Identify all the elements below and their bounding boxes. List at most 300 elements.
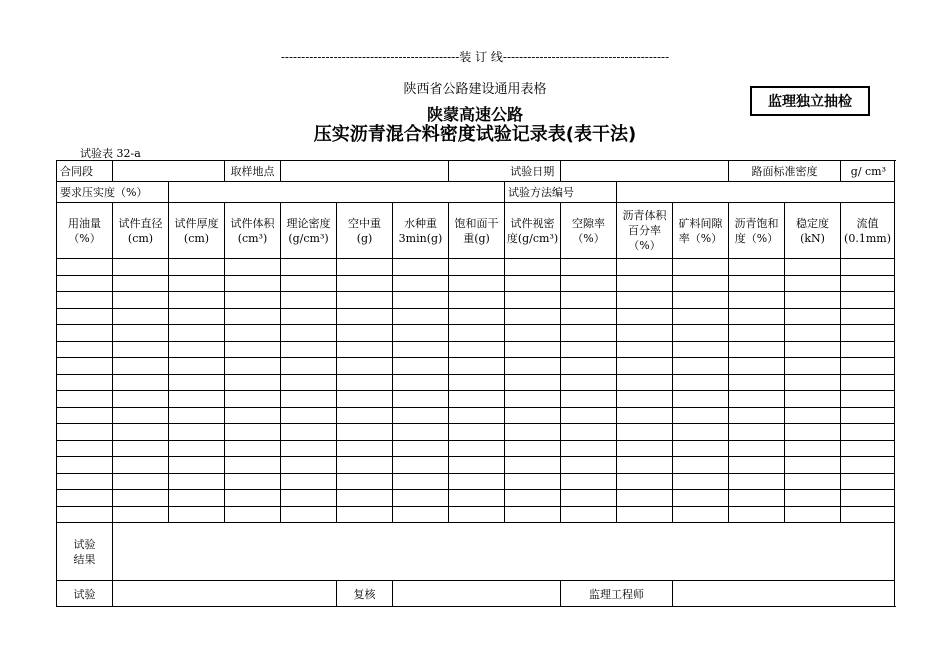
table-cell[interactable] xyxy=(225,374,281,391)
table-cell[interactable] xyxy=(337,259,393,276)
table-cell[interactable] xyxy=(785,490,841,507)
table-cell[interactable] xyxy=(449,424,505,441)
table-cell[interactable] xyxy=(729,424,785,441)
tester-field[interactable] xyxy=(113,581,337,607)
table-cell[interactable] xyxy=(729,259,785,276)
table-cell[interactable] xyxy=(113,391,169,408)
form-title: 压实沥青混合料密度试验记录表(表干法) xyxy=(313,124,637,145)
table-cell[interactable] xyxy=(561,308,617,325)
table-cell[interactable] xyxy=(729,391,785,408)
table-cell[interactable] xyxy=(449,275,505,292)
table-cell[interactable] xyxy=(505,259,561,276)
table-cell[interactable] xyxy=(785,341,841,358)
table-cell[interactable] xyxy=(113,325,169,342)
table-cell[interactable] xyxy=(729,490,785,507)
table-cell[interactable] xyxy=(617,358,673,375)
table-cell[interactable] xyxy=(57,440,113,457)
table-cell[interactable] xyxy=(785,473,841,490)
table-cell[interactable] xyxy=(113,358,169,375)
table-cell[interactable] xyxy=(561,424,617,441)
table-cell[interactable] xyxy=(561,292,617,309)
table-cell[interactable] xyxy=(729,308,785,325)
table-cell[interactable] xyxy=(729,457,785,474)
table-cell[interactable] xyxy=(729,341,785,358)
table-cell[interactable] xyxy=(505,473,561,490)
table-cell[interactable] xyxy=(57,407,113,424)
table-cell[interactable] xyxy=(449,490,505,507)
table-cell[interactable] xyxy=(225,358,281,375)
std-density-unit: g/ cm³ xyxy=(841,161,895,182)
table-cell[interactable] xyxy=(841,308,895,325)
table-cell[interactable] xyxy=(617,391,673,408)
table-cell[interactable] xyxy=(449,506,505,523)
table-cell[interactable] xyxy=(561,490,617,507)
table-cell[interactable] xyxy=(505,391,561,408)
table-cell[interactable] xyxy=(617,490,673,507)
table-cell[interactable] xyxy=(57,275,113,292)
table-cell[interactable] xyxy=(449,308,505,325)
method-field[interactable] xyxy=(617,182,895,203)
form-subtitle: 陕西省公路建设通用表格 xyxy=(403,82,547,97)
table-cell[interactable] xyxy=(169,358,225,375)
table-row xyxy=(57,440,895,457)
table-cell[interactable] xyxy=(785,457,841,474)
table-cell[interactable] xyxy=(617,457,673,474)
table-cell[interactable] xyxy=(841,325,895,342)
table-cell[interactable] xyxy=(449,341,505,358)
column-header-text: 空隙率 xyxy=(572,216,606,230)
table-cell[interactable] xyxy=(673,391,729,408)
table-cell[interactable] xyxy=(561,407,617,424)
table-cell[interactable] xyxy=(449,391,505,408)
table-cell[interactable] xyxy=(505,490,561,507)
column-header-text: (g/cm³) xyxy=(288,231,329,245)
table-cell[interactable] xyxy=(561,440,617,457)
table-cell[interactable] xyxy=(57,358,113,375)
column-header-text: 水种重 xyxy=(404,216,437,230)
supervision-stamp-box: 监理独立抽检 xyxy=(750,86,870,116)
table-row xyxy=(57,374,895,391)
table-cell[interactable] xyxy=(673,473,729,490)
table-cell[interactable] xyxy=(449,407,505,424)
table-cell[interactable] xyxy=(505,506,561,523)
table-cell[interactable] xyxy=(57,374,113,391)
table-cell[interactable] xyxy=(617,325,673,342)
table-cell[interactable] xyxy=(561,473,617,490)
table-cell[interactable] xyxy=(281,473,337,490)
table-cell[interactable] xyxy=(449,358,505,375)
table-cell[interactable] xyxy=(57,341,113,358)
table-cell[interactable] xyxy=(617,424,673,441)
table-cell[interactable] xyxy=(561,358,617,375)
signature-row xyxy=(57,581,895,607)
table-cell[interactable] xyxy=(169,506,225,523)
column-header-text: (cm) xyxy=(183,231,210,245)
table-cell[interactable] xyxy=(617,407,673,424)
table-cell[interactable] xyxy=(561,374,617,391)
table-cell[interactable] xyxy=(785,358,841,375)
table-cell[interactable] xyxy=(337,473,393,490)
table-cell[interactable] xyxy=(225,407,281,424)
table-cell[interactable] xyxy=(841,424,895,441)
table-cell[interactable] xyxy=(729,473,785,490)
column-header-text: (kN) xyxy=(800,231,825,245)
table-cell[interactable] xyxy=(449,292,505,309)
table-cell[interactable] xyxy=(225,325,281,342)
table-cell[interactable] xyxy=(113,440,169,457)
table-cell[interactable] xyxy=(393,259,449,276)
table-cell[interactable] xyxy=(169,325,225,342)
column-header-text: 试件视密 xyxy=(510,216,555,230)
table-cell[interactable] xyxy=(337,292,393,309)
table-cell[interactable] xyxy=(729,292,785,309)
table-cell[interactable] xyxy=(169,292,225,309)
table-cell[interactable] xyxy=(617,341,673,358)
column-header xyxy=(113,203,169,259)
table-cell[interactable] xyxy=(169,275,225,292)
table-cell[interactable] xyxy=(673,341,729,358)
table-cell[interactable] xyxy=(225,259,281,276)
result-label xyxy=(57,523,113,581)
table-cell[interactable] xyxy=(57,490,113,507)
table-row xyxy=(57,325,895,342)
table-cell[interactable] xyxy=(393,440,449,457)
table-cell[interactable] xyxy=(281,341,337,358)
table-cell[interactable] xyxy=(169,407,225,424)
table-cell[interactable] xyxy=(225,490,281,507)
column-header-text: 空中重 xyxy=(348,216,381,230)
table-cell[interactable] xyxy=(729,275,785,292)
table-cell[interactable] xyxy=(505,424,561,441)
table-cell[interactable] xyxy=(393,391,449,408)
table-cell[interactable] xyxy=(337,341,393,358)
table-cell[interactable] xyxy=(561,457,617,474)
table-cell[interactable] xyxy=(337,440,393,457)
table-cell[interactable] xyxy=(281,440,337,457)
table-cell[interactable] xyxy=(729,506,785,523)
table-cell[interactable] xyxy=(169,440,225,457)
table-cell[interactable] xyxy=(113,308,169,325)
table-cell[interactable] xyxy=(785,325,841,342)
result-field[interactable] xyxy=(113,523,895,581)
table-cell[interactable] xyxy=(785,407,841,424)
table-cell[interactable] xyxy=(393,358,449,375)
table-cell[interactable] xyxy=(281,506,337,523)
table-cell[interactable] xyxy=(337,275,393,292)
table-cell[interactable] xyxy=(169,259,225,276)
column-header xyxy=(729,203,785,259)
table-cell[interactable] xyxy=(113,275,169,292)
binding-line: --------------------------------------------装 订 线----------------------------------------- xyxy=(280,50,670,64)
table-cell[interactable] xyxy=(841,457,895,474)
table-cell[interactable] xyxy=(169,391,225,408)
table-cell[interactable] xyxy=(673,506,729,523)
table-cell[interactable] xyxy=(393,424,449,441)
table-row xyxy=(57,275,895,292)
table-cell[interactable] xyxy=(617,275,673,292)
table-cell[interactable] xyxy=(841,440,895,457)
checker-label: 复核 xyxy=(337,581,393,607)
table-cell[interactable] xyxy=(561,325,617,342)
std-density-label: 路面标准密度 xyxy=(729,161,841,182)
table-cell[interactable] xyxy=(337,325,393,342)
table-cell[interactable] xyxy=(225,440,281,457)
table-cell[interactable] xyxy=(281,325,337,342)
table-cell[interactable] xyxy=(393,308,449,325)
table-cell[interactable] xyxy=(337,424,393,441)
table-cell[interactable] xyxy=(505,308,561,325)
table-cell[interactable] xyxy=(673,424,729,441)
table-cell[interactable] xyxy=(169,341,225,358)
table-cell[interactable] xyxy=(673,374,729,391)
table-cell[interactable] xyxy=(729,358,785,375)
table-cell[interactable] xyxy=(785,292,841,309)
tester-label: 试验 xyxy=(57,581,113,607)
table-cell[interactable] xyxy=(505,374,561,391)
table-cell[interactable] xyxy=(337,374,393,391)
table-cell[interactable] xyxy=(225,275,281,292)
table-cell[interactable] xyxy=(841,374,895,391)
table-cell[interactable] xyxy=(673,457,729,474)
table-cell[interactable] xyxy=(673,358,729,375)
table-cell[interactable] xyxy=(505,440,561,457)
column-header xyxy=(225,203,281,259)
table-cell[interactable] xyxy=(281,374,337,391)
table-cell[interactable] xyxy=(393,490,449,507)
column-header xyxy=(393,203,449,259)
table-cell[interactable] xyxy=(393,407,449,424)
table-cell[interactable] xyxy=(57,473,113,490)
table-cell[interactable] xyxy=(561,341,617,358)
table-cell[interactable] xyxy=(57,292,113,309)
table-cell[interactable] xyxy=(113,341,169,358)
table-cell[interactable] xyxy=(393,374,449,391)
table-cell[interactable] xyxy=(281,457,337,474)
table-cell[interactable] xyxy=(281,292,337,309)
table-cell[interactable] xyxy=(337,407,393,424)
table-cell[interactable] xyxy=(225,424,281,441)
table-cell[interactable] xyxy=(617,440,673,457)
table-row xyxy=(57,424,895,441)
table-row xyxy=(57,490,895,507)
table-cell[interactable] xyxy=(281,391,337,408)
table-cell[interactable] xyxy=(729,325,785,342)
column-header xyxy=(281,203,337,259)
table-cell[interactable] xyxy=(225,506,281,523)
column-header-text: 沥青体积 xyxy=(622,209,667,222)
table-cell[interactable] xyxy=(505,407,561,424)
table-cell[interactable] xyxy=(841,473,895,490)
column-header-text: 用油量 xyxy=(68,216,101,230)
table-cell[interactable] xyxy=(617,292,673,309)
column-header-text: 稳定度 xyxy=(796,216,830,230)
table-cell[interactable] xyxy=(841,259,895,276)
table-cell[interactable] xyxy=(57,506,113,523)
table-cell[interactable] xyxy=(617,259,673,276)
table-cell[interactable] xyxy=(337,506,393,523)
sample-location-field[interactable] xyxy=(281,161,449,182)
table-cell[interactable] xyxy=(169,473,225,490)
table-cell[interactable] xyxy=(57,424,113,441)
table-cell[interactable] xyxy=(617,308,673,325)
table-cell[interactable] xyxy=(113,259,169,276)
table-cell[interactable] xyxy=(505,325,561,342)
table-cell[interactable] xyxy=(169,424,225,441)
table-cell[interactable] xyxy=(393,473,449,490)
column-header xyxy=(57,203,113,259)
table-cell[interactable] xyxy=(785,308,841,325)
column-header xyxy=(337,203,393,259)
table-row xyxy=(57,391,895,408)
table-cell[interactable] xyxy=(449,325,505,342)
table-cell[interactable] xyxy=(337,358,393,375)
table-cell[interactable] xyxy=(225,308,281,325)
table-cell[interactable] xyxy=(169,374,225,391)
table-cell[interactable] xyxy=(841,358,895,375)
column-header-text: 试件体积 xyxy=(230,216,275,230)
table-cell[interactable] xyxy=(393,325,449,342)
table-cell[interactable] xyxy=(841,407,895,424)
checker-field[interactable] xyxy=(393,581,561,607)
result-label-line1: 试验 xyxy=(73,537,96,551)
table-cell[interactable] xyxy=(785,440,841,457)
table-cell[interactable] xyxy=(113,490,169,507)
column-header-text: 3min(g) xyxy=(398,231,443,245)
table-cell[interactable] xyxy=(449,473,505,490)
table-cell[interactable] xyxy=(113,292,169,309)
table-cell[interactable] xyxy=(561,391,617,408)
column-header-text: 矿料间隙 xyxy=(678,216,723,230)
table-cell[interactable] xyxy=(393,275,449,292)
table-cell[interactable] xyxy=(505,341,561,358)
table-cell[interactable] xyxy=(281,275,337,292)
table-cell[interactable] xyxy=(57,391,113,408)
table-cell[interactable] xyxy=(729,440,785,457)
table-cell[interactable] xyxy=(841,292,895,309)
table-cell[interactable] xyxy=(673,490,729,507)
table-cell[interactable] xyxy=(729,374,785,391)
table-cell[interactable] xyxy=(281,490,337,507)
table-cell[interactable] xyxy=(841,275,895,292)
table-cell[interactable] xyxy=(785,506,841,523)
table-cell[interactable] xyxy=(281,308,337,325)
table-cell[interactable] xyxy=(505,275,561,292)
test-date-field[interactable] xyxy=(561,161,729,182)
table-cell[interactable] xyxy=(673,440,729,457)
table-cell[interactable] xyxy=(785,275,841,292)
table-cell[interactable] xyxy=(785,424,841,441)
table-cell[interactable] xyxy=(113,473,169,490)
table-cell[interactable] xyxy=(841,490,895,507)
table-cell[interactable] xyxy=(841,341,895,358)
table-cell[interactable] xyxy=(393,506,449,523)
table-cell[interactable] xyxy=(449,374,505,391)
table-cell[interactable] xyxy=(169,308,225,325)
table-cell[interactable] xyxy=(57,325,113,342)
table-cell[interactable] xyxy=(841,391,895,408)
table-cell[interactable] xyxy=(169,490,225,507)
table-cell[interactable] xyxy=(281,424,337,441)
table-cell[interactable] xyxy=(281,407,337,424)
column-header-text: (cm) xyxy=(127,231,154,245)
table-cell[interactable] xyxy=(505,292,561,309)
table-cell[interactable] xyxy=(673,259,729,276)
record-form xyxy=(56,160,895,607)
table-cell[interactable] xyxy=(449,259,505,276)
table-cell[interactable] xyxy=(57,259,113,276)
table-cell[interactable] xyxy=(225,457,281,474)
table-cell[interactable] xyxy=(225,341,281,358)
table-cell[interactable] xyxy=(673,407,729,424)
table-cell[interactable] xyxy=(337,391,393,408)
table-cell[interactable] xyxy=(561,275,617,292)
table-cell[interactable] xyxy=(785,391,841,408)
method-label: 试验方法编号 xyxy=(505,182,617,203)
table-cell[interactable] xyxy=(617,473,673,490)
table-cell[interactable] xyxy=(113,407,169,424)
column-header-text: 沥青饱和 xyxy=(734,216,779,230)
table-cell[interactable] xyxy=(225,292,281,309)
table-cell[interactable] xyxy=(225,473,281,490)
column-header xyxy=(449,203,505,259)
table-cell[interactable] xyxy=(393,292,449,309)
table-cell[interactable] xyxy=(841,506,895,523)
column-header-text: 流值 xyxy=(856,216,879,230)
table-cell[interactable] xyxy=(57,308,113,325)
table-cell[interactable] xyxy=(617,374,673,391)
info-row-2 xyxy=(57,182,895,203)
table-cell[interactable] xyxy=(393,457,449,474)
table-cell[interactable] xyxy=(225,391,281,408)
table-cell[interactable] xyxy=(113,457,169,474)
table-cell[interactable] xyxy=(505,457,561,474)
table-cell[interactable] xyxy=(337,457,393,474)
table-cell[interactable] xyxy=(113,374,169,391)
table-cell[interactable] xyxy=(673,325,729,342)
contract-field[interactable] xyxy=(113,161,225,182)
table-cell[interactable] xyxy=(673,292,729,309)
table-cell[interactable] xyxy=(281,259,337,276)
table-cell[interactable] xyxy=(113,506,169,523)
table-cell[interactable] xyxy=(169,457,225,474)
table-cell[interactable] xyxy=(337,490,393,507)
table-cell[interactable] xyxy=(729,407,785,424)
supervisor-field[interactable] xyxy=(673,581,895,607)
table-cell[interactable] xyxy=(617,506,673,523)
table-cell[interactable] xyxy=(561,506,617,523)
compaction-field[interactable] xyxy=(169,182,505,203)
table-row xyxy=(57,473,895,490)
column-header-text: 度(g/cm³) xyxy=(506,231,559,245)
table-cell[interactable] xyxy=(113,424,169,441)
table-cell[interactable] xyxy=(449,457,505,474)
column-header-text: （%） xyxy=(572,231,605,245)
table-cell[interactable] xyxy=(561,259,617,276)
table-cell[interactable] xyxy=(337,308,393,325)
table-cell[interactable] xyxy=(393,341,449,358)
table-cell[interactable] xyxy=(785,374,841,391)
table-cell[interactable] xyxy=(673,275,729,292)
column-header xyxy=(561,203,617,259)
table-cell[interactable] xyxy=(785,259,841,276)
table-cell[interactable] xyxy=(281,358,337,375)
column-header-text: 理论密度 xyxy=(286,216,331,230)
table-cell[interactable] xyxy=(505,358,561,375)
column-header xyxy=(505,203,561,259)
table-cell[interactable] xyxy=(57,457,113,474)
table-cell[interactable] xyxy=(673,308,729,325)
table-cell[interactable] xyxy=(449,440,505,457)
